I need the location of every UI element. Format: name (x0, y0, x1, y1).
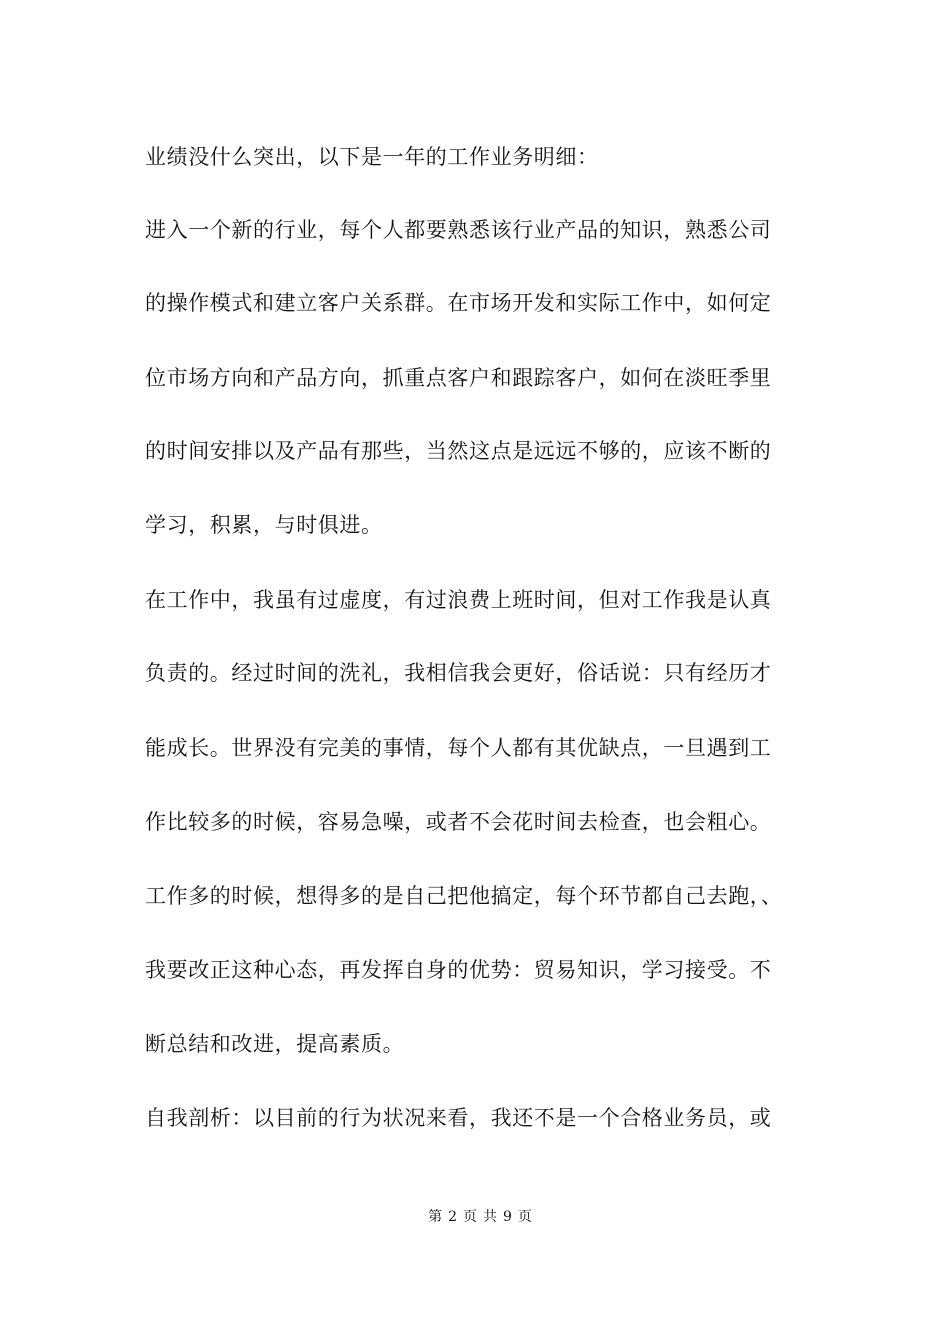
text-line: 自我剖析：以目前的行为状况来看，我还不是一个合格业务员，或 (145, 1106, 772, 1130)
text-line: 在工作中，我虽有过虚度，有过浪费上班时间，但对工作我是认真 (145, 588, 772, 612)
page-footer (0, 1207, 950, 1227)
text-line: 作比较多的时候，容易急噪，或者不会花时间去检查，也会粗心。 (145, 810, 772, 834)
text-line: 断总结和改进，提高素质。 (145, 1032, 405, 1056)
total-pages-number: 9 (503, 1209, 512, 1225)
current-page-number: 2 (448, 1209, 457, 1225)
text-line: 业绩没什么突出，以下是一年的工作业务明细： (145, 145, 599, 169)
text-line: 负责的。经过时间的洗礼，我相信我会更好，俗话说：只有经历才 (145, 661, 772, 685)
text-line: 位市场方向和产品方向，抓重点客户和跟踪客户，如何在淡旺季里 (145, 366, 772, 390)
footer-prefix: 第 (428, 1209, 443, 1225)
footer-total-word: 共 (483, 1209, 497, 1225)
text-line: 我要改正这种心态，再发挥自身的优势：贸易知识，学习接受。不 (145, 958, 772, 982)
text-line: 的时间安排以及产品有那些，当然这点是远远不够的，应该不断的 (145, 439, 772, 463)
text-line: 学习，积累，与时俱进。 (145, 513, 383, 537)
footer-page-word: 页 (463, 1209, 477, 1225)
footer-suffix: 页 (517, 1209, 532, 1225)
text-line: 能成长。世界没有完美的事情，每个人都有其优缺点，一旦遇到工 (145, 736, 772, 760)
text-line: 进入一个新的行业，每个人都要熟悉该行业产品的知识，熟悉公司 (145, 218, 772, 242)
text-line: 工作多的时候，想得多的是自己把他搞定，每个环节都自己去跑，、 (145, 884, 783, 908)
text-line: 的操作模式和建立客户关系群。在市场开发和实际工作中，如何定 (145, 291, 772, 315)
